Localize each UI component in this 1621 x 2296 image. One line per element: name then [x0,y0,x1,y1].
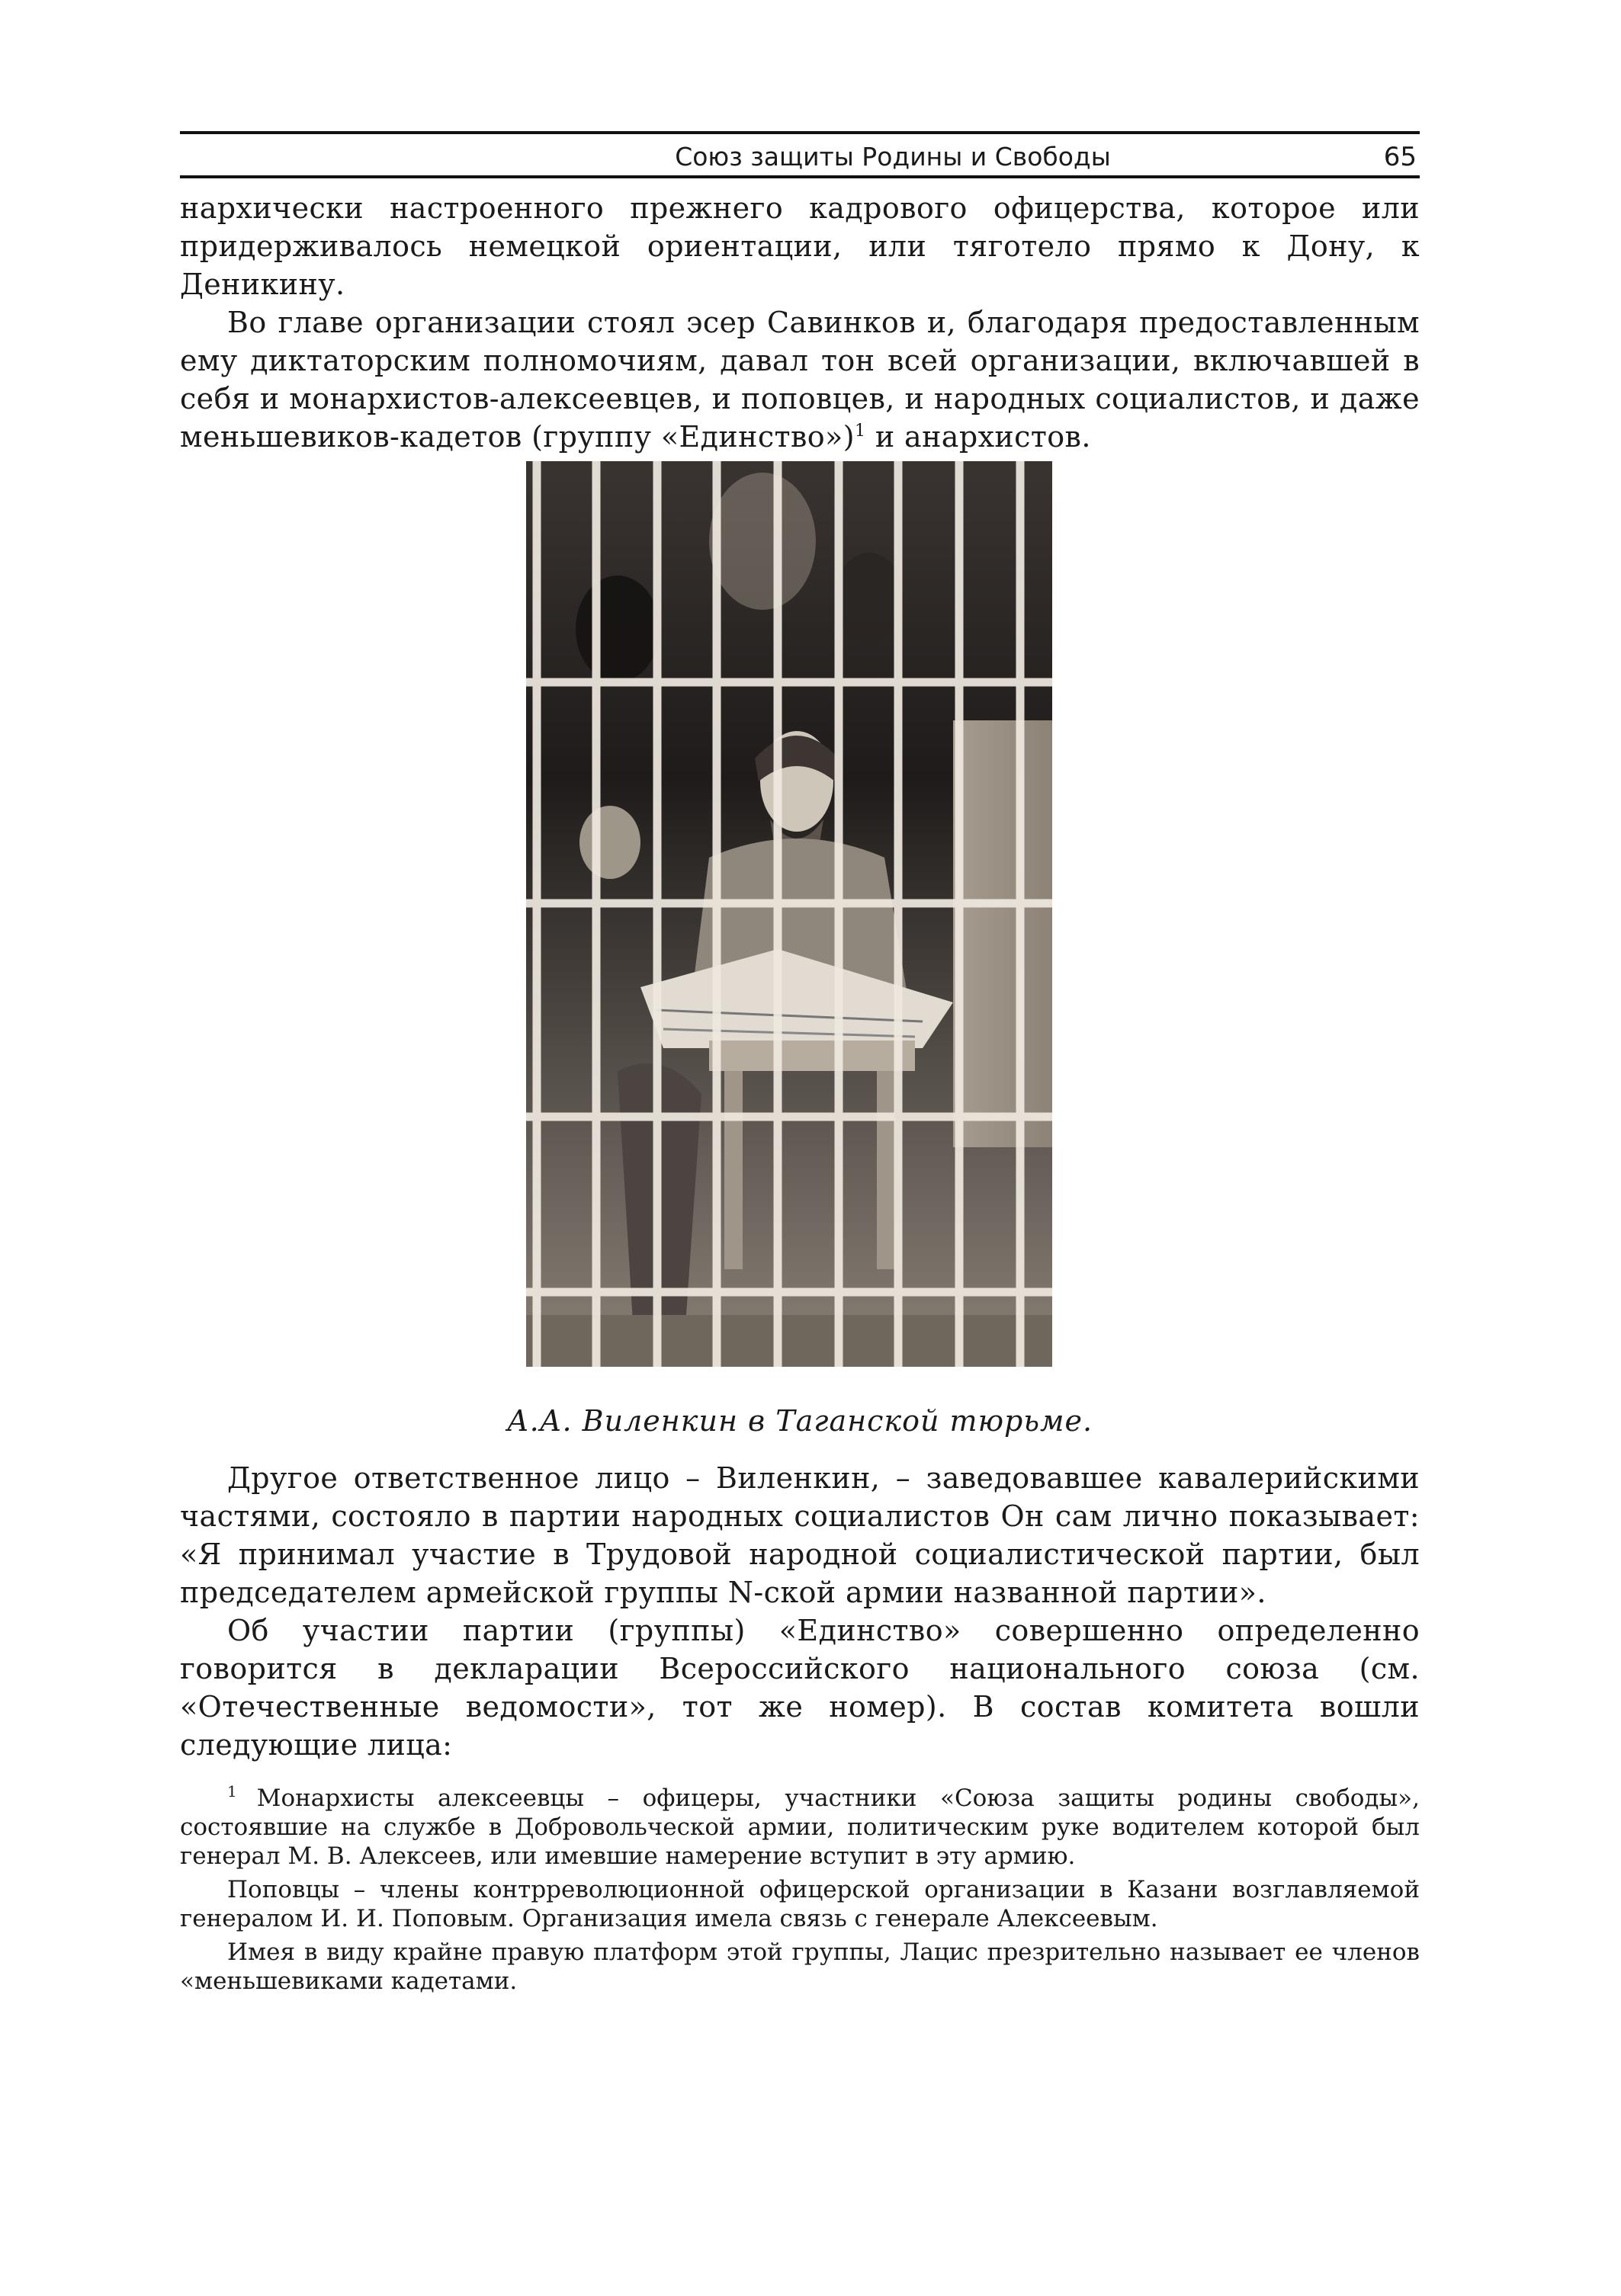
running-header-title: Союз защиты Родины и Свободы [675,142,1111,172]
footnote-popovtsy: Поповцы – члены контрреволюционной офицерской организации в Казани возглавляемой генералом И. И. Поповым. Организация имела связь с генерале Алексеевым. [180,1876,1420,1932]
page-number: 65 [1383,142,1417,172]
body-text-bottom [180,1459,1420,1764]
paragraph-continuation: нархически настроенного прежнего кадрового офицерства, которое или придерживалось немецкой ориентации, или тяготело прямо к Дону, к Деникину. [180,191,1420,301]
footnotes [180,1784,1420,2000]
footnote-mark: 1 [227,1782,237,1801]
body-text-top [180,189,1420,456]
paragraph-vilenkin: Другое ответственное лицо – Виленкин, – заведовавшее кавалерийскими частями, состояло в партии народных социалистов Он сам лично показывает: «Я принимал участие в Трудовой народной социалистической партии, был председателем армейской группы N-ской армии названной партии». [180,1461,1420,1609]
prison-photo-image [526,461,1052,1367]
paragraph-savinkov-text: Во главе организации стоял эсер Савинков и, благодаря предоставленным ему диктаторским полномочиям, давал тон всей организации, включавшей в себя и монархистов-алексеевцев, и поповцев, и народных социалистов, и даже меньшевиков-кадетов (группу «Единство») [180,306,1420,454]
running-header [180,131,1420,178]
paragraph-savinkov [180,303,1420,456]
footnote-latsis: Имея в виду крайне правую платформ этой группы, Лацис презрительно называет ее членов «меньшевиками кадетами. [180,1938,1420,1995]
footnote-reference[interactable]: 1 [854,422,866,441]
photo-caption: А.А. Виленкин в Таганской тюрьме. [506,1404,1093,1438]
footnote-1 [180,1784,1420,1871]
footnote-1-text: Монархисты алексеевцы – офицеры, участники «Союза защиты родины свободы», состоявшие на службе в Добровольческой армии, политическим руке водителем которой был генерал М. В. Алексеев, или имевшие намерение вступит в эту армию. [180,1785,1420,1870]
prison-photo [526,461,1052,1367]
paragraph-edinstvo: Об участии партии (группы) «Единство» совершенно определенно говорится в декларации Всероссийского национального союза (см. «Отечественные ведомости», тот же номер). В состав комитета вошли следующие лица: [180,1614,1420,1762]
paragraph-savinkov-end: и анархистов. [865,420,1091,454]
